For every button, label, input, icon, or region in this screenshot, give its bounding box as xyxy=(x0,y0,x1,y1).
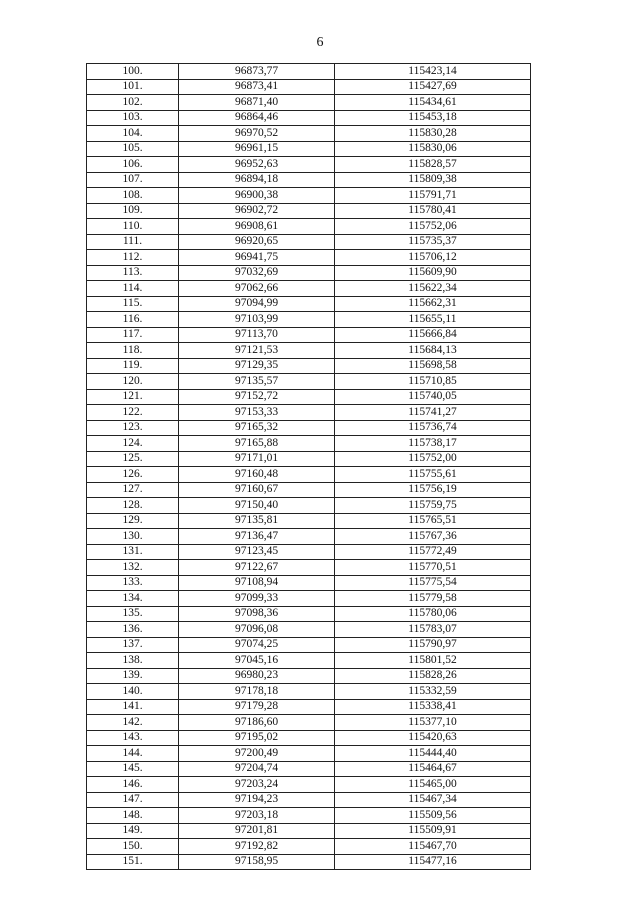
table-row xyxy=(87,389,531,405)
point-number-cell: 121. xyxy=(87,389,179,405)
y-coordinate-cell: 115801,52 xyxy=(335,653,531,669)
point-number-cell: 129. xyxy=(87,513,179,529)
table-row xyxy=(87,374,531,390)
table-row xyxy=(87,746,531,762)
x-coordinate-cell: 97113,70 xyxy=(179,327,335,343)
point-number-cell: 104. xyxy=(87,126,179,142)
y-coordinate-cell: 115791,71 xyxy=(335,188,531,204)
table-row xyxy=(87,668,531,684)
x-coordinate-cell: 96970,52 xyxy=(179,126,335,142)
table-row xyxy=(87,110,531,126)
y-coordinate-cell: 115735,37 xyxy=(335,234,531,250)
point-number-cell: 144. xyxy=(87,746,179,762)
table-row xyxy=(87,281,531,297)
coordinates-table-body xyxy=(87,64,531,870)
point-number-cell: 125. xyxy=(87,451,179,467)
table-row xyxy=(87,699,531,715)
x-coordinate-cell: 97152,72 xyxy=(179,389,335,405)
table-row xyxy=(87,172,531,188)
x-coordinate-cell: 96873,77 xyxy=(179,64,335,80)
table-row xyxy=(87,234,531,250)
point-number-cell: 102. xyxy=(87,95,179,111)
y-coordinate-cell: 115622,34 xyxy=(335,281,531,297)
point-number-cell: 126. xyxy=(87,467,179,483)
point-number-cell: 142. xyxy=(87,715,179,731)
point-number-cell: 103. xyxy=(87,110,179,126)
point-number-cell: 138. xyxy=(87,653,179,669)
point-number-cell: 101. xyxy=(87,79,179,95)
y-coordinate-cell: 115830,28 xyxy=(335,126,531,142)
x-coordinate-cell: 97204,74 xyxy=(179,761,335,777)
x-coordinate-cell: 97103,99 xyxy=(179,312,335,328)
table-row xyxy=(87,436,531,452)
y-coordinate-cell: 115427,69 xyxy=(335,79,531,95)
table-row xyxy=(87,575,531,591)
table-row xyxy=(87,529,531,545)
x-coordinate-cell: 97032,69 xyxy=(179,265,335,281)
point-number-cell: 143. xyxy=(87,730,179,746)
table-row xyxy=(87,296,531,312)
y-coordinate-cell: 115662,31 xyxy=(335,296,531,312)
x-coordinate-cell: 97136,47 xyxy=(179,529,335,545)
table-row xyxy=(87,467,531,483)
x-coordinate-cell: 97203,24 xyxy=(179,777,335,793)
point-number-cell: 136. xyxy=(87,622,179,638)
y-coordinate-cell: 115434,61 xyxy=(335,95,531,111)
table-row xyxy=(87,250,531,266)
y-coordinate-cell: 115755,61 xyxy=(335,467,531,483)
table-row xyxy=(87,358,531,374)
y-coordinate-cell: 115756,19 xyxy=(335,482,531,498)
table-row xyxy=(87,792,531,808)
table-row xyxy=(87,95,531,111)
table-row xyxy=(87,498,531,514)
y-coordinate-cell: 115698,58 xyxy=(335,358,531,374)
point-number-cell: 115. xyxy=(87,296,179,312)
point-number-cell: 141. xyxy=(87,699,179,715)
y-coordinate-cell: 115770,51 xyxy=(335,560,531,576)
table-row xyxy=(87,451,531,467)
y-coordinate-cell: 115509,91 xyxy=(335,823,531,839)
point-number-cell: 123. xyxy=(87,420,179,436)
point-number-cell: 127. xyxy=(87,482,179,498)
y-coordinate-cell: 115772,49 xyxy=(335,544,531,560)
y-coordinate-cell: 115740,05 xyxy=(335,389,531,405)
x-coordinate-cell: 97153,33 xyxy=(179,405,335,421)
y-coordinate-cell: 115420,63 xyxy=(335,730,531,746)
y-coordinate-cell: 115509,56 xyxy=(335,808,531,824)
point-number-cell: 114. xyxy=(87,281,179,297)
y-coordinate-cell: 115783,07 xyxy=(335,622,531,638)
point-number-cell: 135. xyxy=(87,606,179,622)
table-row xyxy=(87,854,531,870)
table-row xyxy=(87,591,531,607)
table-row xyxy=(87,653,531,669)
y-coordinate-cell: 115790,97 xyxy=(335,637,531,653)
x-coordinate-cell: 97203,18 xyxy=(179,808,335,824)
x-coordinate-cell: 97171,01 xyxy=(179,451,335,467)
point-number-cell: 145. xyxy=(87,761,179,777)
y-coordinate-cell: 115453,18 xyxy=(335,110,531,126)
x-coordinate-cell: 97165,88 xyxy=(179,436,335,452)
table-row xyxy=(87,312,531,328)
x-coordinate-cell: 97200,49 xyxy=(179,746,335,762)
x-coordinate-cell: 96961,15 xyxy=(179,141,335,157)
y-coordinate-cell: 115752,00 xyxy=(335,451,531,467)
table-row xyxy=(87,265,531,281)
y-coordinate-cell: 115775,54 xyxy=(335,575,531,591)
point-number-cell: 118. xyxy=(87,343,179,359)
x-coordinate-cell: 97158,95 xyxy=(179,854,335,870)
table-row xyxy=(87,730,531,746)
y-coordinate-cell: 115332,59 xyxy=(335,684,531,700)
point-number-cell: 133. xyxy=(87,575,179,591)
point-number-cell: 119. xyxy=(87,358,179,374)
x-coordinate-cell: 97179,28 xyxy=(179,699,335,715)
y-coordinate-cell: 115706,12 xyxy=(335,250,531,266)
table-row xyxy=(87,126,531,142)
table-row xyxy=(87,219,531,235)
point-number-cell: 109. xyxy=(87,203,179,219)
table-row xyxy=(87,606,531,622)
x-coordinate-cell: 97178,18 xyxy=(179,684,335,700)
point-number-cell: 112. xyxy=(87,250,179,266)
x-coordinate-cell: 97129,35 xyxy=(179,358,335,374)
y-coordinate-cell: 115684,13 xyxy=(335,343,531,359)
y-coordinate-cell: 115741,27 xyxy=(335,405,531,421)
table-row xyxy=(87,513,531,529)
y-coordinate-cell: 115780,06 xyxy=(335,606,531,622)
x-coordinate-cell: 96952,63 xyxy=(179,157,335,173)
x-coordinate-cell: 96864,46 xyxy=(179,110,335,126)
y-coordinate-cell: 115666,84 xyxy=(335,327,531,343)
table-row xyxy=(87,203,531,219)
x-coordinate-cell: 96908,61 xyxy=(179,219,335,235)
point-number-cell: 111. xyxy=(87,234,179,250)
x-coordinate-cell: 96941,75 xyxy=(179,250,335,266)
x-coordinate-cell: 96980,23 xyxy=(179,668,335,684)
x-coordinate-cell: 97192,82 xyxy=(179,839,335,855)
y-coordinate-cell: 115477,16 xyxy=(335,854,531,870)
x-coordinate-cell: 97096,08 xyxy=(179,622,335,638)
point-number-cell: 132. xyxy=(87,560,179,576)
point-number-cell: 148. xyxy=(87,808,179,824)
x-coordinate-cell: 97160,67 xyxy=(179,482,335,498)
point-number-cell: 150. xyxy=(87,839,179,855)
table-row xyxy=(87,777,531,793)
table-row xyxy=(87,188,531,204)
table-row xyxy=(87,560,531,576)
point-number-cell: 140. xyxy=(87,684,179,700)
point-number-cell: 146. xyxy=(87,777,179,793)
x-coordinate-cell: 97121,53 xyxy=(179,343,335,359)
x-coordinate-cell: 96902,72 xyxy=(179,203,335,219)
table-row xyxy=(87,823,531,839)
point-number-cell: 113. xyxy=(87,265,179,281)
x-coordinate-cell: 97150,40 xyxy=(179,498,335,514)
point-number-cell: 147. xyxy=(87,792,179,808)
table-row xyxy=(87,839,531,855)
table-row xyxy=(87,343,531,359)
x-coordinate-cell: 96871,40 xyxy=(179,95,335,111)
table-row xyxy=(87,327,531,343)
point-number-cell: 130. xyxy=(87,529,179,545)
y-coordinate-cell: 115780,41 xyxy=(335,203,531,219)
y-coordinate-cell: 115467,70 xyxy=(335,839,531,855)
y-coordinate-cell: 115377,10 xyxy=(335,715,531,731)
page-number: 6 xyxy=(316,35,324,50)
y-coordinate-cell: 115767,36 xyxy=(335,529,531,545)
x-coordinate-cell: 97201,81 xyxy=(179,823,335,839)
point-number-cell: 149. xyxy=(87,823,179,839)
point-number-cell: 120. xyxy=(87,374,179,390)
x-coordinate-cell: 97135,81 xyxy=(179,513,335,529)
point-number-cell: 110. xyxy=(87,219,179,235)
point-number-cell: 107. xyxy=(87,172,179,188)
point-number-cell: 134. xyxy=(87,591,179,607)
point-number-cell: 124. xyxy=(87,436,179,452)
table-row xyxy=(87,420,531,436)
x-coordinate-cell: 97194,23 xyxy=(179,792,335,808)
table-row xyxy=(87,637,531,653)
y-coordinate-cell: 115736,74 xyxy=(335,420,531,436)
x-coordinate-cell: 97045,16 xyxy=(179,653,335,669)
x-coordinate-cell: 96894,18 xyxy=(179,172,335,188)
y-coordinate-cell: 115830,06 xyxy=(335,141,531,157)
x-coordinate-cell: 97062,66 xyxy=(179,281,335,297)
point-number-cell: 128. xyxy=(87,498,179,514)
y-coordinate-cell: 115423,14 xyxy=(335,64,531,80)
table-row xyxy=(87,482,531,498)
y-coordinate-cell: 115444,40 xyxy=(335,746,531,762)
x-coordinate-cell: 97165,32 xyxy=(179,420,335,436)
point-number-cell: 116. xyxy=(87,312,179,328)
point-number-cell: 137. xyxy=(87,637,179,653)
x-coordinate-cell: 97195,02 xyxy=(179,730,335,746)
x-coordinate-cell: 97123,45 xyxy=(179,544,335,560)
x-coordinate-cell: 97074,25 xyxy=(179,637,335,653)
table-row xyxy=(87,405,531,421)
table-row xyxy=(87,141,531,157)
table-row xyxy=(87,544,531,560)
y-coordinate-cell: 115828,57 xyxy=(335,157,531,173)
x-coordinate-cell: 97098,36 xyxy=(179,606,335,622)
point-number-cell: 139. xyxy=(87,668,179,684)
table-row xyxy=(87,64,531,80)
y-coordinate-cell: 115759,75 xyxy=(335,498,531,514)
table-row xyxy=(87,808,531,824)
y-coordinate-cell: 115609,90 xyxy=(335,265,531,281)
y-coordinate-cell: 115467,34 xyxy=(335,792,531,808)
y-coordinate-cell: 115828,26 xyxy=(335,668,531,684)
table-row xyxy=(87,684,531,700)
y-coordinate-cell: 115710,85 xyxy=(335,374,531,390)
y-coordinate-cell: 115465,00 xyxy=(335,777,531,793)
x-coordinate-cell: 97099,33 xyxy=(179,591,335,607)
y-coordinate-cell: 115655,11 xyxy=(335,312,531,328)
point-number-cell: 106. xyxy=(87,157,179,173)
table-row xyxy=(87,79,531,95)
x-coordinate-cell: 97094,99 xyxy=(179,296,335,312)
point-number-cell: 100. xyxy=(87,64,179,80)
y-coordinate-cell: 115765,51 xyxy=(335,513,531,529)
table-row xyxy=(87,157,531,173)
y-coordinate-cell: 115464,67 xyxy=(335,761,531,777)
x-coordinate-cell: 97108,94 xyxy=(179,575,335,591)
coordinates-table xyxy=(86,63,531,870)
x-coordinate-cell: 96873,41 xyxy=(179,79,335,95)
point-number-cell: 108. xyxy=(87,188,179,204)
point-number-cell: 105. xyxy=(87,141,179,157)
x-coordinate-cell: 97160,48 xyxy=(179,467,335,483)
y-coordinate-cell: 115738,17 xyxy=(335,436,531,452)
x-coordinate-cell: 96900,38 xyxy=(179,188,335,204)
x-coordinate-cell: 97135,57 xyxy=(179,374,335,390)
y-coordinate-cell: 115338,41 xyxy=(335,699,531,715)
y-coordinate-cell: 115809,38 xyxy=(335,172,531,188)
x-coordinate-cell: 96920,65 xyxy=(179,234,335,250)
table-row xyxy=(87,761,531,777)
table-row xyxy=(87,715,531,731)
table-row xyxy=(87,622,531,638)
point-number-cell: 131. xyxy=(87,544,179,560)
point-number-cell: 117. xyxy=(87,327,179,343)
x-coordinate-cell: 97122,67 xyxy=(179,560,335,576)
x-coordinate-cell: 97186,60 xyxy=(179,715,335,731)
y-coordinate-cell: 115779,58 xyxy=(335,591,531,607)
point-number-cell: 122. xyxy=(87,405,179,421)
point-number-cell: 151. xyxy=(87,854,179,870)
y-coordinate-cell: 115752,06 xyxy=(335,219,531,235)
